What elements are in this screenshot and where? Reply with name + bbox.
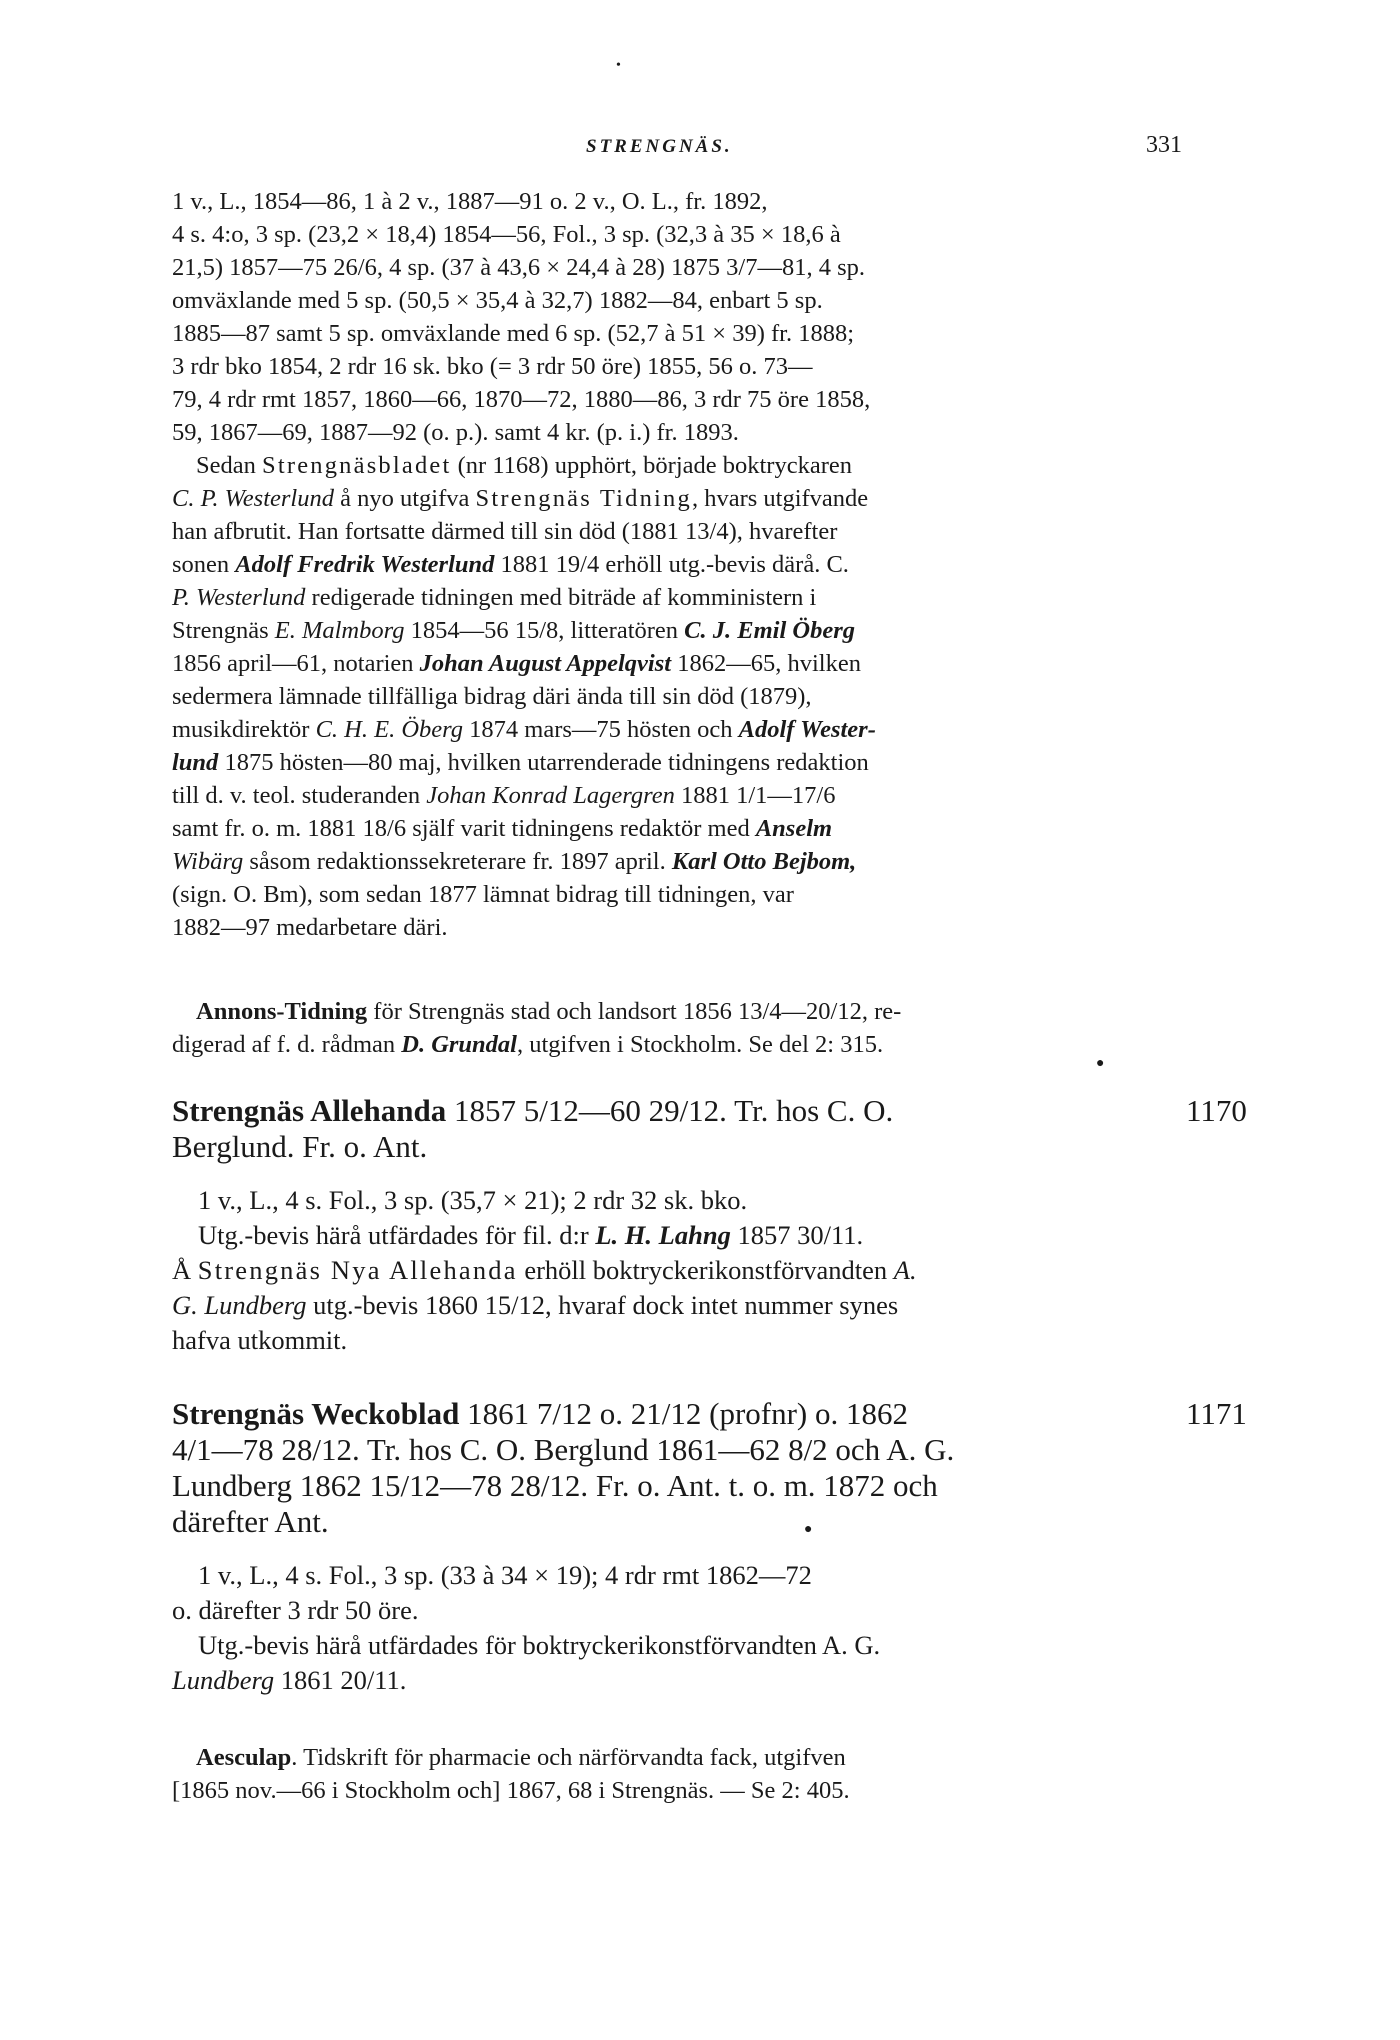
- entry-heading: 4/1—78 28/12. Tr. hos C. O. Berglund 1861—62 8/2 och A. G.: [172, 1432, 955, 1467]
- entry-heading: därefter Ant.: [172, 1504, 329, 1539]
- entry-number: 1171: [1186, 1396, 1247, 1431]
- text-line: 3 rdr bko 1854, 2 rdr 16 sk. bko (= 3 rdr 50 öre) 1855, 56 o. 73—: [172, 353, 813, 380]
- person-name: L. H. Lahng: [595, 1220, 731, 1250]
- text-line: 1 v., L., 4 s. Fol., 3 sp. (35,7 × 21); 2 rdr 32 sk. bko.: [198, 1185, 748, 1215]
- text-line: (sign. O. Bm), som sedan 1877 lämnat bidrag till tidningen, var: [172, 881, 794, 908]
- text-line: 21,5) 1857—75 26/6, 4 sp. (37 à 43,6 × 24,4 à 28) 1875 3/7—81, 4 sp.: [172, 254, 865, 281]
- text-line: han afbrutit. Han fortsatte därmed till sin död (1881 13/4), hvarefter: [172, 518, 838, 545]
- text-line: omväxlande med 5 sp. (50,5 × 35,4 à 32,7) 1882—84, enbart 5 sp.: [172, 287, 823, 314]
- text-line: 1 v., L., 4 s. Fol., 3 sp. (33 à 34 × 19); 4 rdr rmt 1862—72: [198, 1560, 812, 1590]
- ink-speck: ●: [804, 1522, 813, 1537]
- entry-title: Strengnäs Allehanda: [172, 1093, 447, 1128]
- entry-title: Strengnäs Weckoblad: [172, 1396, 460, 1431]
- person-name: Adolf Fredrik Westerlund: [235, 551, 495, 578]
- text-line: o. därefter 3 rdr 50 öre.: [172, 1595, 419, 1625]
- text-line: Wibärg såsom redaktionssekreterare fr. 1897 april. Karl Otto Bejbom,: [172, 848, 857, 875]
- person-name: lund: [172, 749, 219, 776]
- text-line: 79, 4 rdr rmt 1857, 1860—66, 1870—72, 1880—86, 3 rdr 75 öre 1858,: [172, 386, 871, 413]
- text-line: P. Westerlund redigerade tidningen med biträde af komministern i: [172, 584, 817, 611]
- text-line: C. P. Westerlund å nyo utgifva Strengnäs Tidning, hvars utgifvande: [172, 485, 869, 512]
- running-head-title: STRENGNÄS.: [586, 136, 733, 157]
- printer-mark: •: [616, 58, 621, 73]
- person-name: Lundberg: [172, 1665, 275, 1695]
- text-line: digerad af f. d. rådman D. Grundal, utgifven i Stockholm. Se del 2: 315.: [172, 1031, 884, 1058]
- entry-heading: Strengnäs Allehanda 1857 5/12—60 29/12. Tr. hos C. O.: [172, 1093, 894, 1128]
- entry-heading: Berglund. Fr. o. Ant.: [172, 1129, 428, 1164]
- person-name: D. Grundal: [401, 1031, 517, 1058]
- text-line: 4 s. 4:o, 3 sp. (23,2 × 18,4) 1854—56, Fol., 3 sp. (32,3 à 35 × 18,6 à: [172, 221, 841, 248]
- text-line: hafva utkommit.: [172, 1325, 348, 1355]
- text-line: Annons-Tidning för Strengnäs stad och landsort 1856 13/4—20/12, re-: [196, 998, 902, 1025]
- text-line: [1865 nov.—66 i Stockholm och] 1867, 68 i Strengnäs. — Se 2: 405.: [172, 1777, 850, 1804]
- person-name: C. H. E. Öberg: [315, 716, 464, 743]
- text-line: sonen Adolf Fredrik Westerlund 1881 19/4 erhöll utg.-bevis därå. C.: [172, 551, 849, 578]
- spaced-title: Strengnäsbladet: [262, 452, 452, 479]
- text-line: sedermera lämnade tillfälliga bidrag däri ända till sin död (1879),: [172, 683, 812, 710]
- spaced-title: Strengnäs Tidning: [475, 485, 692, 512]
- text-line: Sedan Strengnäsbladet (nr 1168) upphört, började boktryckaren: [196, 452, 852, 479]
- spaced-title: Strengnäs Nya Allehanda: [197, 1255, 518, 1285]
- text-line: 1856 april—61, notarien Johan August Appelqvist 1862—65, hvilken: [172, 650, 861, 677]
- person-name: P. Westerlund: [172, 584, 306, 611]
- page-number: 331: [1146, 132, 1182, 158]
- text-line: 1882—97 medarbetare däri.: [172, 914, 448, 941]
- person-name: E. Malmborg: [274, 617, 405, 644]
- text-line: Aesculap. Tidskrift för pharmacie och närförvandta fack, utgifven: [196, 1744, 846, 1771]
- person-name: Johan Konrad Lagergren: [426, 782, 675, 809]
- running-head: [170, 130, 1182, 160]
- person-name: Adolf Wester-: [738, 716, 876, 743]
- text-line: lund 1875 hösten—80 maj, hvilken utarrenderade tidningens redaktion: [172, 749, 869, 776]
- person-name: G. Lundberg: [172, 1290, 307, 1320]
- person-name: Anselm: [755, 815, 833, 842]
- text-line: G. Lundberg utg.-bevis 1860 15/12, hvaraf dock intet nummer synes: [172, 1290, 899, 1320]
- ink-speck: ●: [1096, 1056, 1105, 1071]
- person-name: Johan August Appelqvist: [419, 650, 672, 677]
- person-name: C. J. Emil Öberg: [684, 617, 856, 644]
- person-name: A.: [893, 1255, 917, 1285]
- text-line: 1 v., L., 1854—86, 1 à 2 v., 1887—91 o. 2 v., O. L., fr. 1892,: [172, 188, 768, 215]
- person-name: C. P. Westerlund: [172, 485, 334, 512]
- text-line: samt fr. o. m. 1881 18/6 själf varit tidningens redaktör med Anselm: [172, 815, 833, 842]
- entry-title: Aesculap: [196, 1744, 292, 1771]
- text-line: Utg.-bevis härå utfärdades för boktryckerikonstförvandten A. G.: [198, 1630, 881, 1660]
- text-line: Å Strengnäs Nya Allehanda erhöll boktryckerikonstförvandten A.: [172, 1255, 917, 1285]
- entry-title: Annons-Tidning: [196, 998, 368, 1025]
- text-line: Lundberg 1861 20/11.: [172, 1665, 407, 1695]
- text-line: Strengnäs E. Malmborg 1854—56 15/8, litteratören C. J. Emil Öberg: [172, 617, 856, 644]
- entry-heading: Strengnäs Weckoblad 1861 7/12 o. 21/12 (profnr) o. 1862: [172, 1396, 908, 1431]
- text-line: Utg.-bevis härå utfärdades för fil. d:r L. H. Lahng 1857 30/11.: [198, 1220, 864, 1250]
- text-line: 59, 1867—69, 1887—92 (o. p.). samt 4 kr. (p. i.) fr. 1893.: [172, 419, 739, 446]
- person-name: Wibärg: [172, 848, 244, 875]
- entry-number: 1170: [1186, 1093, 1247, 1128]
- text-line: till d. v. teol. studeranden Johan Konrad Lagergren 1881 1/1—17/6: [172, 782, 836, 809]
- text-line: musikdirektör C. H. E. Öberg 1874 mars—75 hösten och Adolf Wester-: [172, 716, 876, 743]
- person-name: Karl Otto Bejbom,: [671, 848, 857, 875]
- text-line: 1885—87 samt 5 sp. omväxlande med 6 sp. (52,7 à 51 × 39) fr. 1888;: [172, 320, 855, 347]
- entry-heading: Lundberg 1862 15/12—78 28/12. Fr. o. Ant. t. o. m. 1872 och: [172, 1468, 938, 1503]
